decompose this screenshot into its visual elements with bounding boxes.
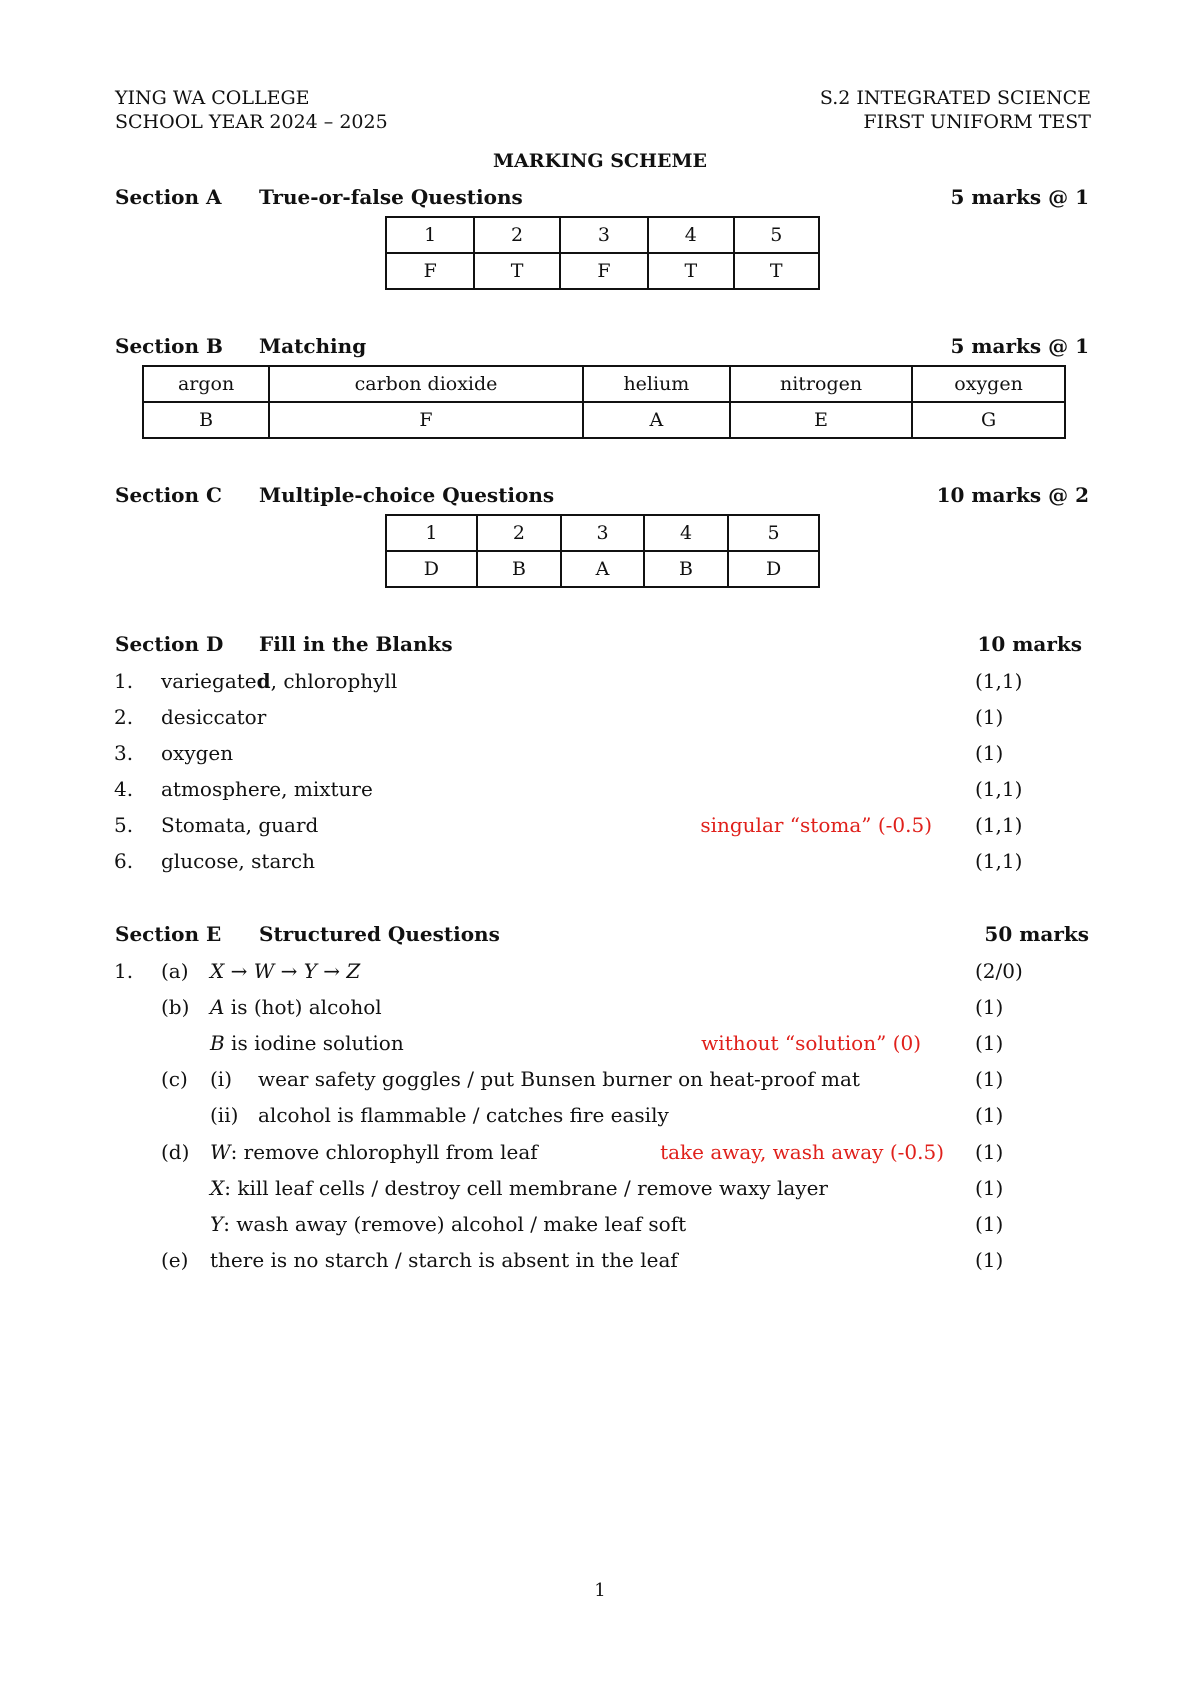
school-name: YING WA COLLEGE: [115, 87, 310, 109]
page-number: 1: [594, 1580, 606, 1601]
table-cell: 2: [477, 515, 561, 551]
answer-part: : remove chlorophyll from leaf: [230, 1140, 538, 1164]
table-row: [386, 253, 819, 289]
section-c-label: Section C: [115, 483, 222, 507]
table-cell: argon: [143, 366, 269, 402]
table-cell: A: [583, 402, 730, 438]
mark-allocation: (1): [975, 1067, 1004, 1091]
mark-allocation: (1): [975, 1176, 1004, 1200]
table-cell: T: [648, 253, 733, 289]
mark-allocation: (1,1): [975, 669, 1023, 693]
section-e-name: Structured Questions: [259, 922, 500, 946]
section-e-marks: 50 marks: [984, 922, 1089, 946]
marking-note: take away, wash away (-0.5): [660, 1140, 944, 1164]
table-cell: A: [561, 551, 644, 587]
section-e-label: Section E: [115, 922, 222, 946]
variable-label: X: [210, 1176, 225, 1200]
mark-allocation: (1,1): [975, 777, 1023, 801]
table-cell: D: [728, 551, 819, 587]
answer-text: desiccator: [161, 705, 267, 729]
section-d-name: Fill in the Blanks: [259, 632, 453, 656]
table-cell: T: [734, 253, 819, 289]
subject-name: S.2 INTEGRATED SCIENCE: [819, 87, 1091, 109]
table-cell: 3: [560, 217, 648, 253]
variable-label: W: [210, 1140, 231, 1164]
table-cell: F: [386, 253, 474, 289]
section-b-name: Matching: [259, 334, 367, 358]
table-cell: G: [912, 402, 1065, 438]
table-cell: 1: [386, 217, 474, 253]
table-row: [143, 366, 1065, 402]
section-c-name: Multiple-choice Questions: [259, 483, 555, 507]
mark-allocation: (1): [975, 1212, 1004, 1236]
answer-text: [210, 1140, 538, 1164]
part-label: (a): [161, 959, 189, 983]
subpart-label: (ii): [210, 1103, 239, 1127]
mark-allocation: (1,1): [975, 813, 1023, 837]
answer-part: : wash away (remove) alcohol / make leaf soft: [223, 1212, 687, 1236]
table-cell: F: [269, 402, 583, 438]
part-label: (c): [161, 1067, 188, 1091]
table-cell: 2: [474, 217, 559, 253]
answer-text: wear safety goggles / put Bunsen burner on heat-proof mat: [258, 1067, 860, 1091]
table-cell: 3: [561, 515, 644, 551]
test-name: FIRST UNIFORM TEST: [863, 111, 1091, 133]
table-cell: nitrogen: [730, 366, 912, 402]
answer-part: variegate: [161, 669, 257, 693]
table-cell: T: [474, 253, 559, 289]
table-row: [386, 217, 819, 253]
variable-label: A: [210, 995, 225, 1019]
section-d-label: Section D: [115, 632, 224, 656]
variable-label: B: [210, 1031, 225, 1055]
answer-text: X → W → Y → Z: [210, 959, 361, 983]
table-cell: 1: [386, 515, 477, 551]
answer-text: glucose, starch: [161, 849, 316, 873]
part-label: (b): [161, 995, 190, 1019]
answer-text: there is no starch / starch is absent in the leaf: [210, 1248, 678, 1272]
table-cell: B: [477, 551, 561, 587]
section-a-label: Section A: [115, 185, 222, 209]
item-number: 6.: [114, 849, 134, 873]
mark-allocation: (1,1): [975, 849, 1023, 873]
item-number: 3.: [114, 741, 134, 765]
table-row: [143, 402, 1065, 438]
question-number: 1.: [114, 959, 134, 983]
section-a-marks: 5 marks @ 1: [950, 185, 1089, 209]
section-a-name: True-or-false Questions: [259, 185, 523, 209]
section-b-table: [142, 365, 1066, 439]
page-title: MARKING SCHEME: [493, 150, 707, 172]
item-number: 1.: [114, 669, 134, 693]
table-cell: oxygen: [912, 366, 1065, 402]
answer-text: [210, 1212, 686, 1236]
answer-part: is iodine solution: [224, 1031, 404, 1055]
table-cell: 4: [648, 217, 733, 253]
part-label: (e): [161, 1248, 189, 1272]
table-row: [386, 551, 819, 587]
table-cell: B: [644, 551, 728, 587]
variable-label: Y: [210, 1212, 224, 1236]
subpart-label: (i): [210, 1067, 233, 1091]
marking-note: singular “stoma” (-0.5): [700, 813, 932, 837]
table-cell: helium: [583, 366, 730, 402]
answer-text: Stomata, guard: [161, 813, 319, 837]
answer-part-bold: d: [256, 669, 271, 693]
table-row: [386, 515, 819, 551]
section-b-label: Section B: [115, 334, 223, 358]
mark-allocation: (1): [975, 1103, 1004, 1127]
mark-allocation: (1): [975, 741, 1004, 765]
answer-text: alcohol is flammable / catches fire easily: [258, 1103, 669, 1127]
table-cell: carbon dioxide: [269, 366, 583, 402]
answer-part: , chlorophyll: [270, 669, 398, 693]
item-number: 2.: [114, 705, 134, 729]
mark-allocation: (2/0): [975, 959, 1023, 983]
answer-part: is (hot) alcohol: [224, 995, 382, 1019]
part-label: (d): [161, 1140, 190, 1164]
item-number: 4.: [114, 777, 134, 801]
section-c-table: [385, 514, 820, 588]
answer-text: atmosphere, mixture: [161, 777, 373, 801]
marking-note: without “solution” (0): [701, 1031, 921, 1055]
table-cell: F: [560, 253, 648, 289]
answer-text: oxygen: [161, 741, 234, 765]
answer-text: [210, 1176, 828, 1200]
answer-text: [210, 995, 382, 1019]
table-cell: E: [730, 402, 912, 438]
answer-text: [161, 669, 397, 693]
mark-allocation: (1): [975, 1140, 1004, 1164]
answer-part: : kill leaf cells / destroy cell membrane / remove waxy layer: [224, 1176, 828, 1200]
mark-allocation: (1): [975, 1248, 1004, 1272]
mark-allocation: (1): [975, 1031, 1004, 1055]
answer-text: [210, 1031, 404, 1055]
section-b-marks: 5 marks @ 1: [950, 334, 1089, 358]
school-year: SCHOOL YEAR 2024 – 2025: [115, 111, 388, 133]
table-cell: 5: [734, 217, 819, 253]
table-cell: 5: [728, 515, 819, 551]
section-c-marks: 10 marks @ 2: [936, 483, 1089, 507]
item-number: 5.: [114, 813, 134, 837]
mark-allocation: (1): [975, 995, 1004, 1019]
table-cell: D: [386, 551, 477, 587]
section-a-table: [385, 216, 820, 290]
table-cell: B: [143, 402, 269, 438]
table-cell: 4: [644, 515, 728, 551]
mark-allocation: (1): [975, 705, 1004, 729]
section-d-marks: 10 marks: [977, 632, 1082, 656]
